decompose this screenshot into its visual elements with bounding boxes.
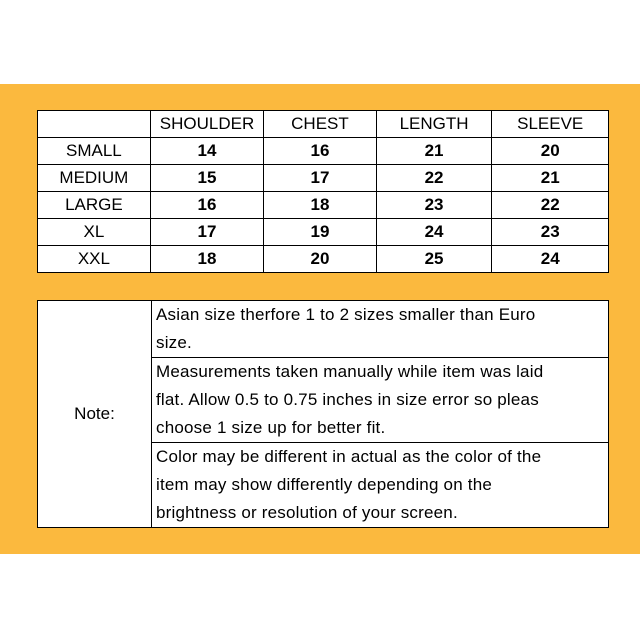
note-line: Measurements taken manually while item was laid	[156, 362, 544, 381]
orange-background-panel	[0, 84, 640, 554]
size-label: XXL	[38, 246, 151, 273]
measurement-value: 17	[150, 219, 263, 246]
measurement-value: 20	[264, 246, 376, 273]
measurement-value: 22	[492, 192, 609, 219]
note-item	[152, 443, 609, 528]
measurement-value: 15	[150, 165, 263, 192]
note-line: item may show differently depending on the	[156, 475, 493, 494]
header-cell-length: LENGTH	[376, 111, 492, 138]
measurement-value: 23	[376, 192, 492, 219]
measurement-value: 19	[264, 219, 376, 246]
size-chart-header-row	[38, 111, 609, 138]
measurement-value: 17	[264, 165, 376, 192]
note-line: Color may be different in actual as the color of the	[156, 447, 542, 466]
size-label: SMALL	[38, 138, 151, 165]
note-row	[38, 301, 609, 358]
measurement-value: 21	[376, 138, 492, 165]
size-label: XL	[38, 219, 151, 246]
table-row	[38, 219, 609, 246]
note-item	[152, 358, 609, 443]
note-label: Note:	[38, 301, 152, 528]
measurement-value: 16	[150, 192, 263, 219]
measurement-value: 14	[150, 138, 263, 165]
measurement-value: 20	[492, 138, 609, 165]
table-row	[38, 138, 609, 165]
note-line: brightness or resolution of your screen.	[156, 503, 458, 522]
table-row	[38, 165, 609, 192]
size-label: LARGE	[38, 192, 151, 219]
measurement-value: 16	[264, 138, 376, 165]
notes-table	[37, 300, 609, 528]
measurement-value: 25	[376, 246, 492, 273]
measurement-value: 24	[492, 246, 609, 273]
note-line: choose 1 size up for better fit.	[156, 418, 386, 437]
measurement-value: 22	[376, 165, 492, 192]
measurement-value: 18	[150, 246, 263, 273]
measurement-value: 24	[376, 219, 492, 246]
note-item	[152, 301, 609, 358]
table-row	[38, 192, 609, 219]
measurement-value: 21	[492, 165, 609, 192]
note-line: size.	[156, 333, 192, 352]
note-line: Asian size therfore 1 to 2 sizes smaller than Euro	[156, 305, 536, 324]
header-cell-shoulder: SHOULDER	[150, 111, 263, 138]
header-cell-blank	[38, 111, 151, 138]
measurement-value: 23	[492, 219, 609, 246]
measurement-value: 18	[264, 192, 376, 219]
size-label: MEDIUM	[38, 165, 151, 192]
header-cell-chest: CHEST	[264, 111, 376, 138]
note-line: flat. Allow 0.5 to 0.75 inches in size error so pleas	[156, 390, 539, 409]
header-cell-sleeve: SLEEVE	[492, 111, 609, 138]
table-row	[38, 246, 609, 273]
size-chart-table	[37, 110, 609, 273]
